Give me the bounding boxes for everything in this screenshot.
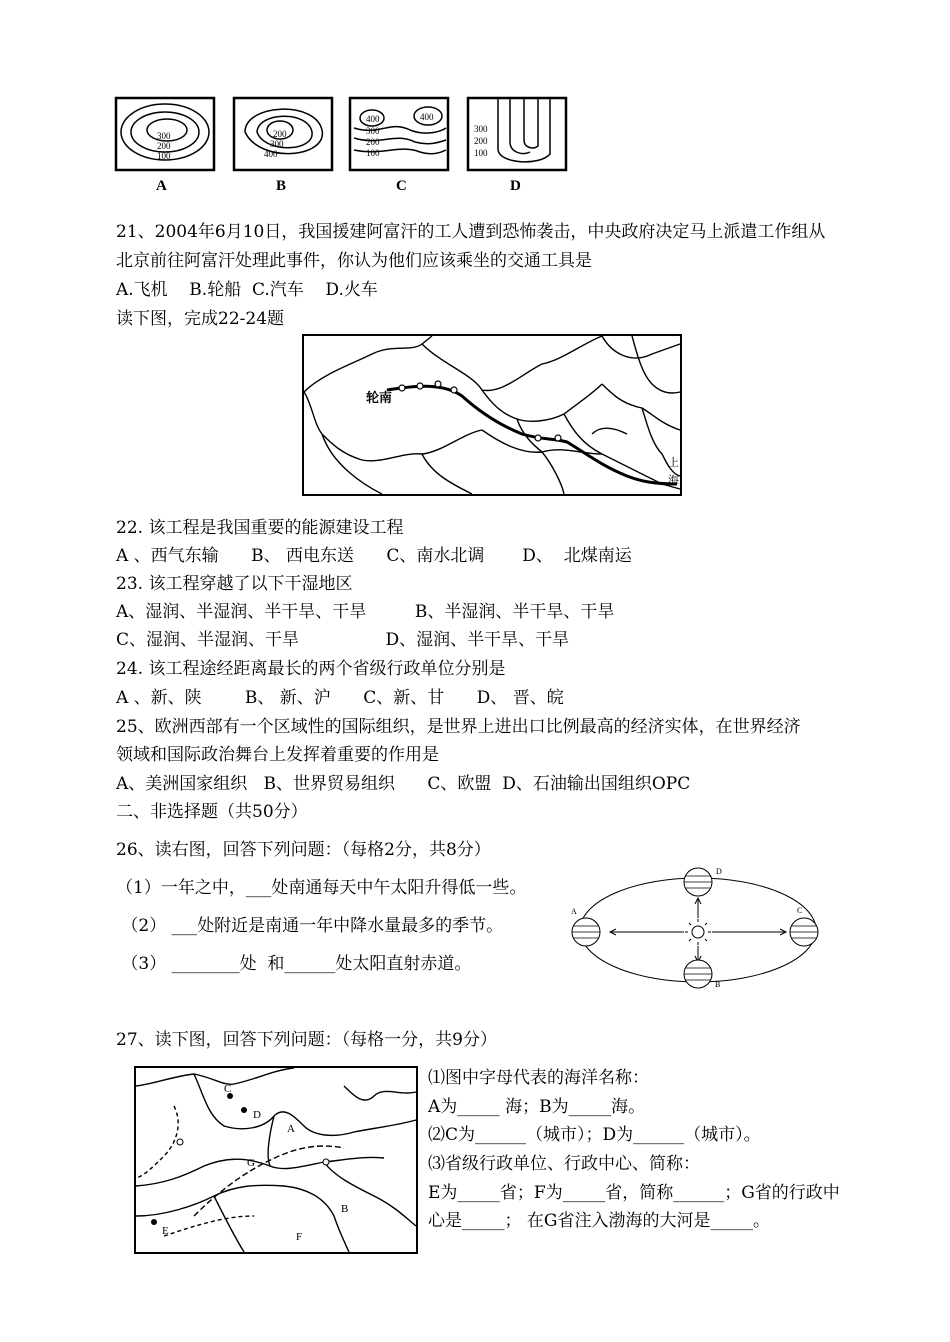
contour-a-value: 200 — [157, 141, 171, 151]
north-china-map — [134, 1066, 418, 1254]
map-label-d: D — [253, 1109, 261, 1121]
figure-label-d: D — [510, 178, 521, 194]
contour-b-value: 400 — [264, 149, 278, 159]
contour-a-value: 300 — [157, 131, 171, 141]
svg-text:D: D — [716, 867, 722, 876]
q22-stem: 22. 该工程是我国重要的能源建设工程 — [116, 518, 404, 538]
contour-c-value: 100 — [366, 148, 380, 158]
map-label-shanghai-top: 上 — [668, 457, 679, 469]
q27-part3-line3: 心是_____； 在G省注入渤海的大河是_____。 — [428, 1211, 770, 1231]
map-label-shanghai-bottom: 海 — [668, 475, 679, 487]
map-label-c: C — [224, 1083, 232, 1095]
contour-c-value: 200 — [366, 137, 380, 147]
q27-part3-line2: E为_____省；F为_____省，简称______；G省的行政中 — [428, 1183, 840, 1203]
q21-stem-line1: 21、2004年6月10日，我国援建阿富汗的工人遭到恐怖袭击，中央政府决定马上派遣工作组从 — [116, 222, 826, 242]
q27-stem: 27、读下图，回答下列问题：（每格一分，共9分） — [116, 1030, 497, 1050]
q27-part3: ⑶省级行政单位、行政中心、简称： — [428, 1154, 700, 1174]
svg-text:B: B — [715, 980, 721, 989]
map1-intro: 读下图，完成22-24题 — [116, 309, 285, 329]
q27-part1-blanks: A为_____ 海；B为_____海。 — [428, 1097, 646, 1117]
map-label-g: G — [247, 1157, 255, 1169]
map-label-lunnan: 轮南 — [366, 390, 393, 405]
section-2-heading: 二、非选择题（共50分） — [116, 802, 308, 822]
earth-orbit-diagram — [564, 864, 832, 994]
q26-part1: （1）一年之中，___处南通每天中午太阳升得低一些。 — [116, 878, 527, 898]
figure-label-b: B — [276, 178, 287, 194]
q26-part2: （2） ___处附近是南通一年中降水量最多的季节。 — [116, 916, 504, 936]
contour-d-value: 300 — [474, 124, 488, 134]
q24-options: A 、新、陕 B、 新、沪 C、新、甘 D、 晋、皖 — [116, 688, 564, 708]
q26-stem: 26、读右图，回答下列问题：（每格2分，共8分） — [116, 840, 491, 860]
contour-b-value: 300 — [270, 139, 284, 149]
contour-b-value: 200 — [273, 129, 287, 139]
q27-part1: ⑴图中字母代表的海洋名称： — [428, 1068, 649, 1088]
map-label-f: F — [296, 1231, 303, 1243]
q21-options: A.飞机 B.轮船 C.汽车 D.火车 — [116, 280, 378, 300]
figure-label-c: C — [396, 178, 407, 194]
contour-c-value: 400 — [366, 114, 380, 124]
q22-options: A 、西气东输 B、 西电东送 C、南水北调 D、 北煤南运 — [116, 546, 632, 566]
q25-options: A、美洲国家组织 B、世界贸易组织 C、欧盟 D、石油输出国组织OPC — [116, 774, 691, 794]
map-label-e: E — [162, 1225, 169, 1237]
q27-part2: ⑵C为______（城市）；D为______（城市）。 — [428, 1125, 761, 1145]
pipeline-map — [302, 334, 682, 496]
q25-stem-line1: 25、欧洲西部有一个区域性的国际组织，是世界上进出口比例最高的经济实体，在世界经济 — [116, 717, 801, 737]
earth-c — [790, 906, 818, 946]
q23-stem: 23. 该工程穿越了以下干湿地区 — [116, 574, 353, 594]
earth-a — [571, 907, 600, 946]
map-label-b: B — [341, 1203, 349, 1215]
q26-part3: （3） ________处 和______处太阳直射赤道。 — [116, 954, 472, 974]
contour-c-value: 400 — [420, 112, 434, 122]
svg-text:C: C — [797, 906, 803, 915]
figure-label-a: A — [156, 178, 167, 194]
q23-options-row2: C、湿润、半湿润、干旱 D、湿润、半干旱、干旱 — [116, 630, 570, 650]
sun-icon — [685, 919, 711, 945]
q21-stem-line2: 北京前往阿富汗处理此事件，你认为他们应该乘坐的交通工具是 — [116, 251, 592, 271]
contour-figure-b — [234, 98, 332, 194]
q25-stem-line2: 领域和国际政治舞台上发挥着重要的作用是 — [116, 745, 439, 765]
contour-a-value: 100 — [157, 151, 171, 161]
map-label-a: A — [287, 1123, 295, 1135]
svg-text:A: A — [571, 907, 577, 916]
contour-c-value: 300 — [366, 126, 380, 136]
earth-d — [684, 867, 722, 896]
earth-b — [684, 960, 720, 989]
contour-d-value: 100 — [474, 148, 488, 158]
q23-options-row1: A、湿润、半湿润、半干旱、干旱 B、半湿润、半干旱、干旱 — [116, 602, 615, 622]
contour-figures — [110, 92, 580, 197]
contour-d-value: 200 — [474, 136, 488, 146]
contour-figure-d — [468, 98, 566, 194]
q24-stem: 24. 该工程途经距离最长的两个省级行政单位分别是 — [116, 659, 506, 679]
contour-figure-a — [116, 98, 214, 194]
contour-figure-c — [350, 98, 448, 194]
